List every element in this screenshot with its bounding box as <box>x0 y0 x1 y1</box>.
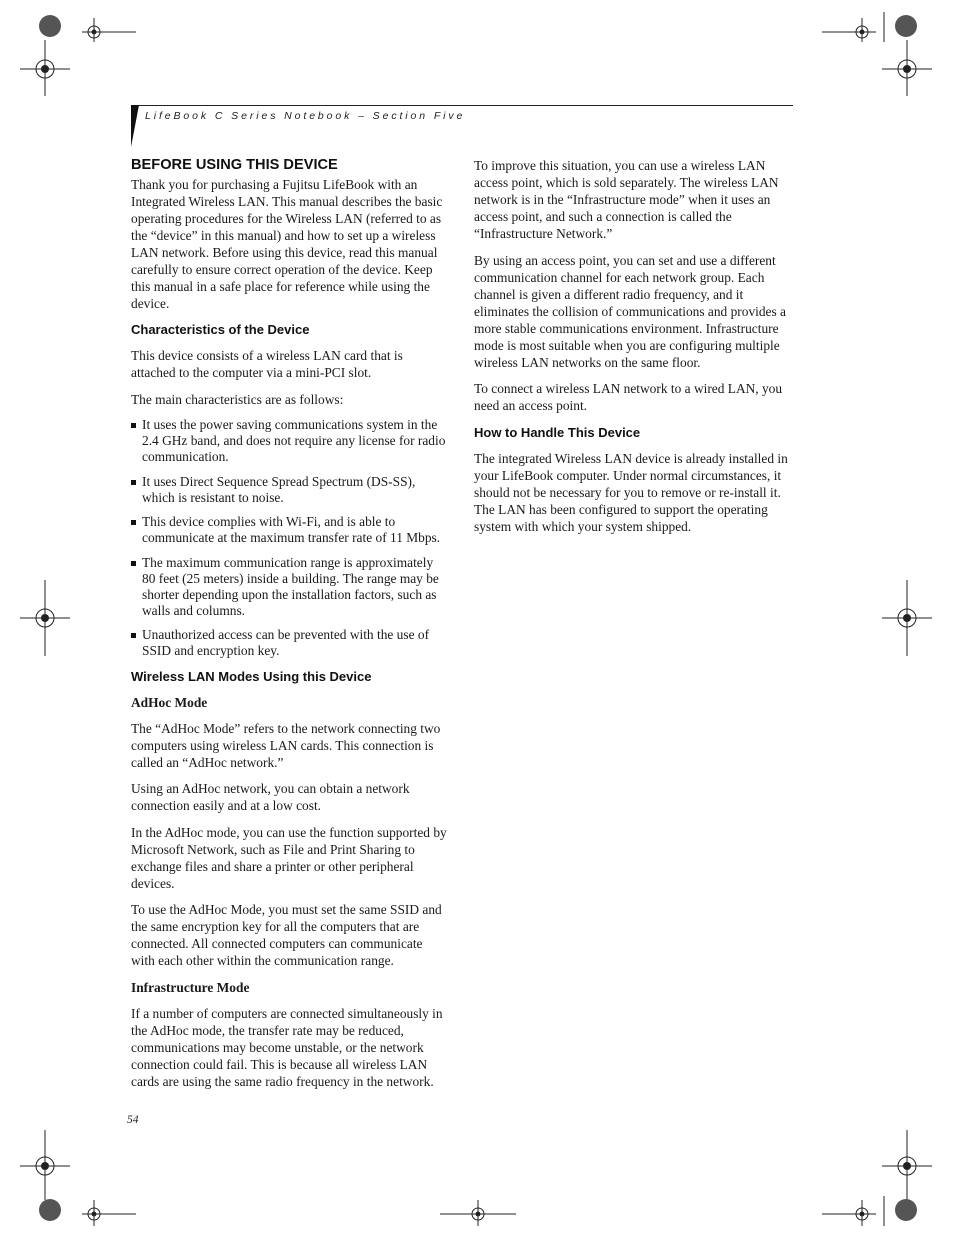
registration-mark-icon <box>20 1130 70 1200</box>
registration-mark-icon <box>20 40 70 96</box>
bullet-icon <box>131 423 136 428</box>
bullet-icon <box>131 520 136 525</box>
header-tab-mark <box>131 105 139 147</box>
crop-mark-icon <box>36 1196 136 1226</box>
list-item-text: The maximum communication range is approximately 80 feet (25 meters) inside a building. The range may be shorter depending upon the installation factors, such as walls and columns. <box>142 554 439 618</box>
body-paragraph: To connect a wireless LAN network to a wired LAN, you need an access point. <box>474 381 783 413</box>
registration-mark-icon <box>882 40 932 96</box>
characteristics-heading: Characteristics of the Device <box>131 322 310 337</box>
body-paragraph: Using an AdHoc network, you can obtain a network connection easily and at a low cost. <box>131 781 410 813</box>
body-paragraph: The integrated Wireless LAN device is already installed in your LifeBook computer. Under normal circumstances, it should not be necessary for you to remove or re-install it. The LAN has been configured to support the operating system with which your system shipped. <box>474 450 788 534</box>
crop-mark-icon <box>36 12 136 42</box>
body-paragraph: By using an access point, you can set and use a different communication channel for each network group. Each channel is given a different radio frequency, and it eliminates the collision of communications and provides a more stable communications environment. Infrastructure mode is most suitable when you are configuring multiple wireless LAN networks on the same floor. <box>474 252 787 370</box>
bullet-icon <box>131 633 136 638</box>
bullet-icon <box>131 480 136 485</box>
registration-mark-icon <box>882 580 932 656</box>
body-paragraph: The “AdHoc Mode” refers to the network connecting two computers using wireless LAN cards. This connection is called an “AdHoc network.” <box>131 720 441 770</box>
registration-mark-icon <box>882 1130 932 1200</box>
bullet-icon <box>131 561 136 566</box>
list-item <box>131 417 447 465</box>
crop-mark-icon <box>822 1196 922 1226</box>
list-item-text: This device complies with Wi-Fi, and is able to communicate at the maximum transfer rate of 11 Mbps. <box>142 514 441 545</box>
running-head: LifeBook C Series Notebook – Section Five <box>145 110 466 122</box>
page-number: 54 <box>127 1114 139 1126</box>
body-paragraph: This device consists of a wireless LAN card that is attached to the computer via a mini-PCI slot. <box>131 348 403 380</box>
body-paragraph: To improve this situation, you can use a wireless LAN access point, which is sold separately. The wireless LAN network is in the “Infrastructure mode” when it uses an access point, and such a connection is called the “Infrastructure Network.” <box>474 158 779 241</box>
body-paragraph: If a number of computers are connected simultaneously in the AdHoc mode, the transfer rate may be reduced, communications may become unstable, or the network connection could fail. This is because all wireless LAN cards are using the same radio frequency in the network. <box>131 1005 443 1089</box>
section-title: BEFORE USING THIS DEVICE <box>131 157 338 173</box>
list-item <box>131 514 447 546</box>
list-item <box>131 474 447 506</box>
infrastructure-heading: Infrastructure Mode <box>131 979 250 995</box>
list-item <box>131 555 447 619</box>
body-paragraph: To use the AdHoc Mode, you must set the same SSID and the same encryption key for all the computers that are connected. All connected computers can communicate with each other within the communication range. <box>131 902 442 968</box>
crop-mark-icon <box>440 1196 516 1226</box>
body-paragraph: In the AdHoc mode, you can use the function supported by Microsoft Network, such as File and Print Sharing to exchange files and share a printer or other peripheral devices. <box>131 824 447 891</box>
adhoc-heading: AdHoc Mode <box>131 694 208 710</box>
right-column <box>474 157 790 544</box>
modes-heading: Wireless LAN Modes Using this Device <box>131 668 372 684</box>
characteristics-list <box>131 417 447 659</box>
list-item-text: It uses the power saving communications system in the 2.4 GHz band, and does not require any license for radio communication. <box>142 417 446 464</box>
header-rule <box>131 105 793 106</box>
body-paragraph: The main characteristics are as follows: <box>131 391 344 407</box>
list-item <box>131 627 447 659</box>
handle-heading: How to Handle This Device <box>474 424 641 440</box>
list-item-text: Unauthorized access can be prevented with the use of SSID and encryption key. <box>142 627 430 658</box>
crop-mark-icon <box>822 12 922 42</box>
registration-mark-icon <box>20 580 70 656</box>
list-item-text: It uses Direct Sequence Spread Spectrum (DS-SS), which is resistant to noise. <box>142 473 416 505</box>
intro-paragraph: Thank you for purchasing a Fujitsu LifeBook with an Integrated Wireless LAN. This manual describes the basic operating procedures for the Wireless LAN (referred to as the “device” in this manual) and how to set up a wireless LAN network. Before using this device, read this manual carefully to ensure correct operation of the device. Keep this manual in a safe place for reference while using the device. <box>131 177 443 311</box>
left-column <box>131 155 447 1099</box>
